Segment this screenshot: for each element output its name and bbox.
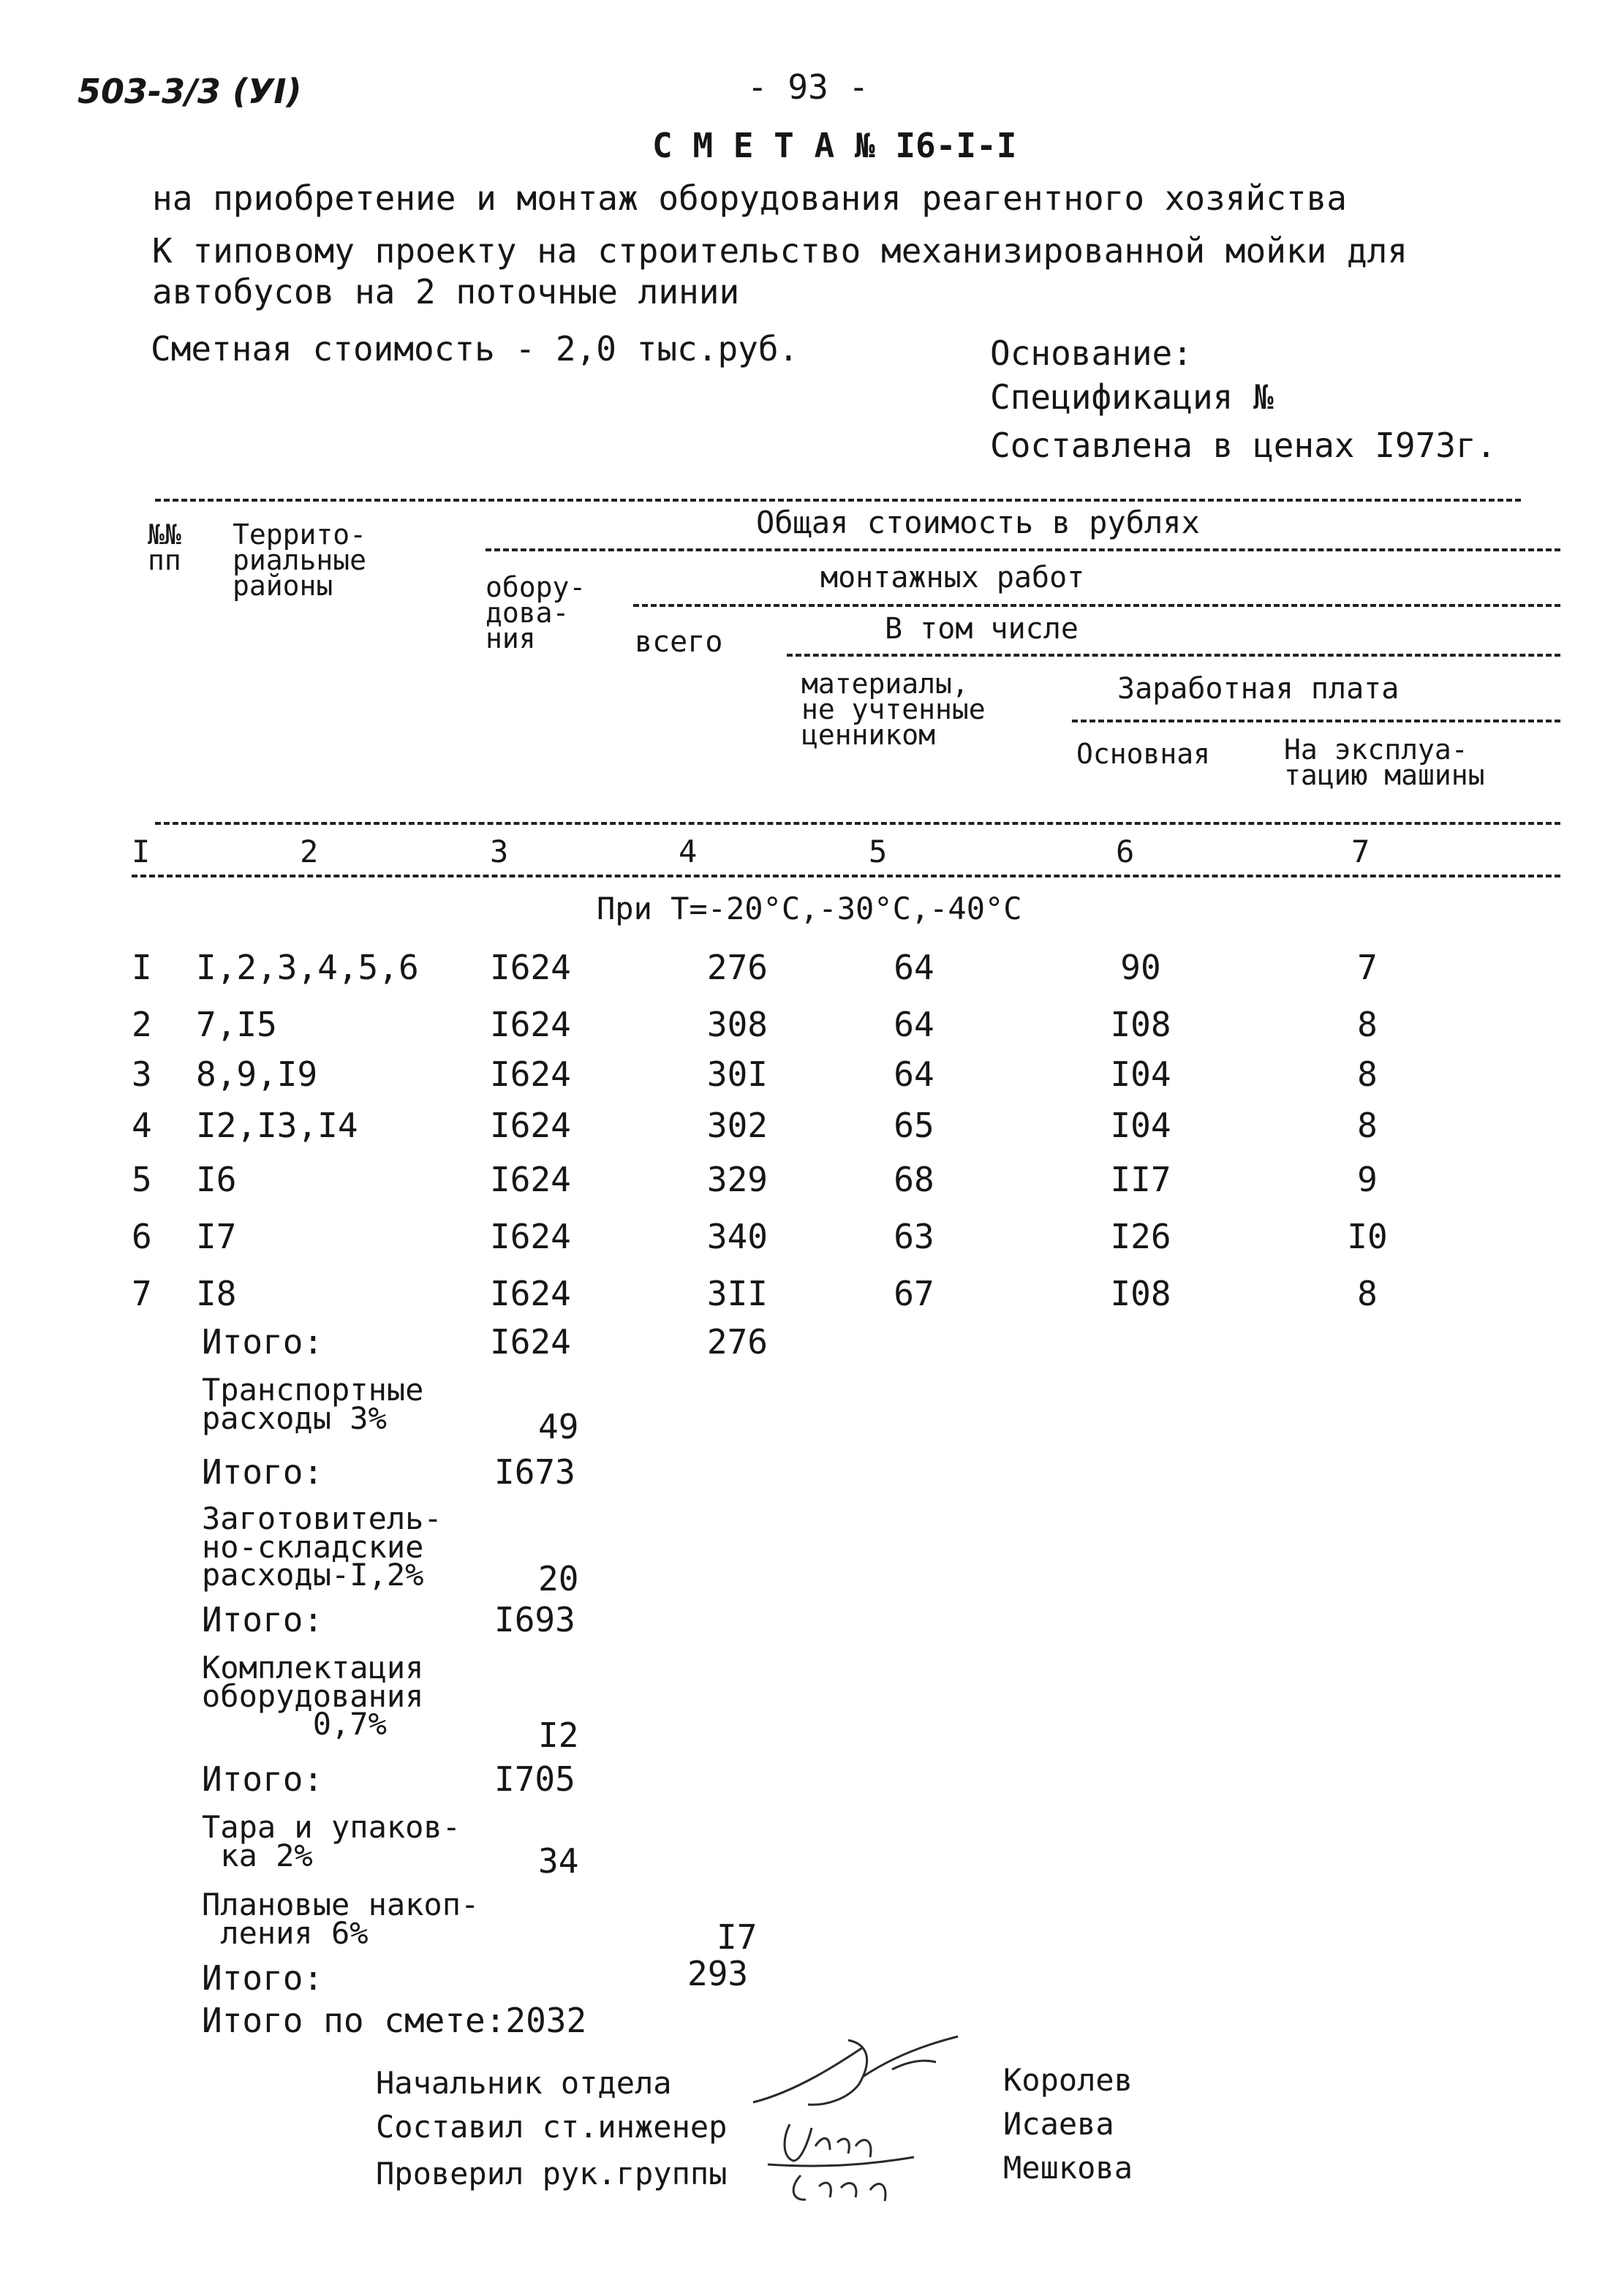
itogo-5-value: 293 [687,1954,749,1993]
rule-top [155,499,1521,502]
itogo-1-total: 276 [706,1322,768,1362]
itogo-2-value: I673 [494,1452,575,1492]
cell-wages-machines: 7 [1357,948,1378,987]
cell-equipment: I624 [490,1106,571,1145]
cell-total: 329 [706,1160,768,1199]
signature-name-1: Королев [1003,2062,1133,2098]
cell-wages-machines: 8 [1357,1054,1378,1094]
cell-wages-machines: 8 [1357,1274,1378,1313]
cell-region: I,2,3,4,5,6 [196,948,419,987]
cell-wages-main: I26 [1110,1217,1171,1256]
cell-materials: 64 [894,1054,934,1094]
header-num: №№ пп [148,518,181,576]
basis-label: Основание: [990,333,1193,373]
cell-equipment: I624 [490,948,571,987]
project-line-2: автобусов на 2 поточные линии [152,272,740,312]
cell-materials: 64 [894,1005,934,1044]
condition-row: При Т=-20°С,-30°С,-40°С [597,891,1022,926]
cell-total: 276 [706,948,768,987]
col-number-2: 2 [300,834,319,869]
signature-role-3: Проверил рук.группы [376,2156,728,2192]
rule-2 [486,548,1560,551]
header-region: Террито- риальные районы [233,518,367,602]
col-number-4: 4 [679,834,698,869]
cell-total: 3II [706,1274,768,1313]
itogo-4-label: Итого: [202,1759,324,1799]
estimated-cost: Сметная стоимость - 2,0 тыс.руб. [151,329,799,369]
cell-equipment: I624 [490,1160,571,1199]
cell-equipment: I624 [490,1054,571,1094]
cell-num: 2 [132,1005,152,1044]
cell-region: I8 [196,1274,237,1313]
cell-total: 302 [706,1106,768,1145]
cell-wages-machines: 8 [1357,1106,1378,1145]
header-wages-main: Основная [1076,738,1211,770]
cell-num: 5 [132,1160,152,1199]
cell-equipment: I624 [490,1274,571,1313]
basis-prices: Составлена в ценах I973г. [990,426,1497,465]
cell-wages-machines: 8 [1357,1005,1378,1044]
itogo-3-label: Итого: [202,1600,324,1639]
cell-total: 30I [706,1054,768,1094]
cell-equipment: I624 [490,1005,571,1044]
cell-materials: 68 [894,1160,934,1199]
signature-role-2: Составил ст.инженер [376,2109,728,2145]
cell-wages-machines: I0 [1347,1217,1388,1256]
itogo-1-label: Итого: [202,1322,324,1362]
rule-4 [787,654,1560,657]
rule-7 [132,875,1560,877]
rule-6 [155,822,1560,825]
cell-wages-main: I04 [1110,1054,1171,1094]
cell-materials: 67 [894,1274,934,1313]
tara-value: 34 [538,1841,579,1881]
cell-num: 6 [132,1217,152,1256]
cell-region: I2,I3,I4 [196,1106,358,1145]
itogo-4-value: I705 [494,1759,575,1799]
cell-materials: 65 [894,1106,934,1145]
col-number-5: 5 [869,834,888,869]
cell-materials: 64 [894,948,934,987]
cell-wages-main: I08 [1110,1005,1171,1044]
basis-spec: Спецификация № [990,377,1274,417]
itogo-1-equipment: I624 [490,1322,571,1362]
itogo-2-label: Итого: [202,1452,324,1492]
cell-num: I [132,948,152,987]
cell-region: I7 [196,1217,237,1256]
itogo-5-label: Итого: [202,1958,324,1998]
col-number-7: 7 [1351,834,1370,869]
header-materials: материалы, не учтенные ценником [801,668,986,751]
col-number-3: 3 [490,834,509,869]
plan-value: I7 [717,1917,758,1957]
header-including: В том числе [885,612,1079,646]
storage-value: 20 [538,1559,579,1598]
grand-total: Итого по смете:2032 [202,2001,587,2040]
cell-num: 3 [132,1054,152,1094]
page-title: С М Е Т А № I6-I-I [652,126,1017,165]
rule-3 [633,604,1560,607]
document-code: 503-3/3 (УI) [78,72,302,111]
signature-name-3: Мешкова [1003,2150,1133,2186]
signature-name-2: Исаева [1003,2106,1114,2142]
cell-wages-main: 90 [1120,948,1161,987]
header-all: всего [635,625,723,659]
header-total-cost: Общая стоимость в рублях [756,505,1200,540]
cell-region: 7,I5 [196,1005,277,1044]
page-number: - 93 - [747,67,869,107]
cell-wages-main: I04 [1110,1106,1171,1145]
storage-label: Заготовитель- но-складские расходы-I,2% [202,1501,442,1593]
cell-num: 4 [132,1106,152,1145]
project-line-1: К типовому проекту на строительство механизированной мойки для [152,231,1408,271]
header-wages: Заработная плата [1117,672,1400,706]
plan-label: Плановые накоп- ления 6% [202,1887,480,1951]
complect-label: Комплектация оборудования 0,7% [202,1650,424,1743]
header-wages-machines: На эксплуа- тацию машины [1284,733,1485,791]
cell-num: 7 [132,1274,152,1313]
header-equipment: обору- дова- ния [486,571,586,654]
subtitle: на приобретение и монтаж оборудования реагентного хозяйства [152,178,1347,218]
signature-role-1: Начальник отдела [376,2065,672,2101]
cell-region: I6 [196,1160,237,1199]
cell-equipment: I624 [490,1217,571,1256]
handwritten-signatures [739,2018,1002,2208]
col-number-6: 6 [1116,834,1135,869]
cell-total: 308 [706,1005,768,1044]
cell-wages-machines: 9 [1357,1160,1378,1199]
cell-materials: 63 [894,1217,934,1256]
col-number-1: I [132,834,151,869]
tara-label: Тара и упаков- ка 2% [202,1809,461,1873]
cell-wages-main: I08 [1110,1274,1171,1313]
itogo-3-value: I693 [494,1600,575,1639]
cell-wages-main: II7 [1110,1160,1171,1199]
header-installation: монтажных работ [820,561,1085,594]
complect-value: I2 [538,1715,579,1755]
cell-total: 340 [706,1217,768,1256]
transport-label: Транспортные расходы 3% [202,1372,424,1436]
rule-5 [1072,720,1560,722]
cell-region: 8,9,I9 [196,1054,318,1094]
transport-value: 49 [538,1407,579,1446]
